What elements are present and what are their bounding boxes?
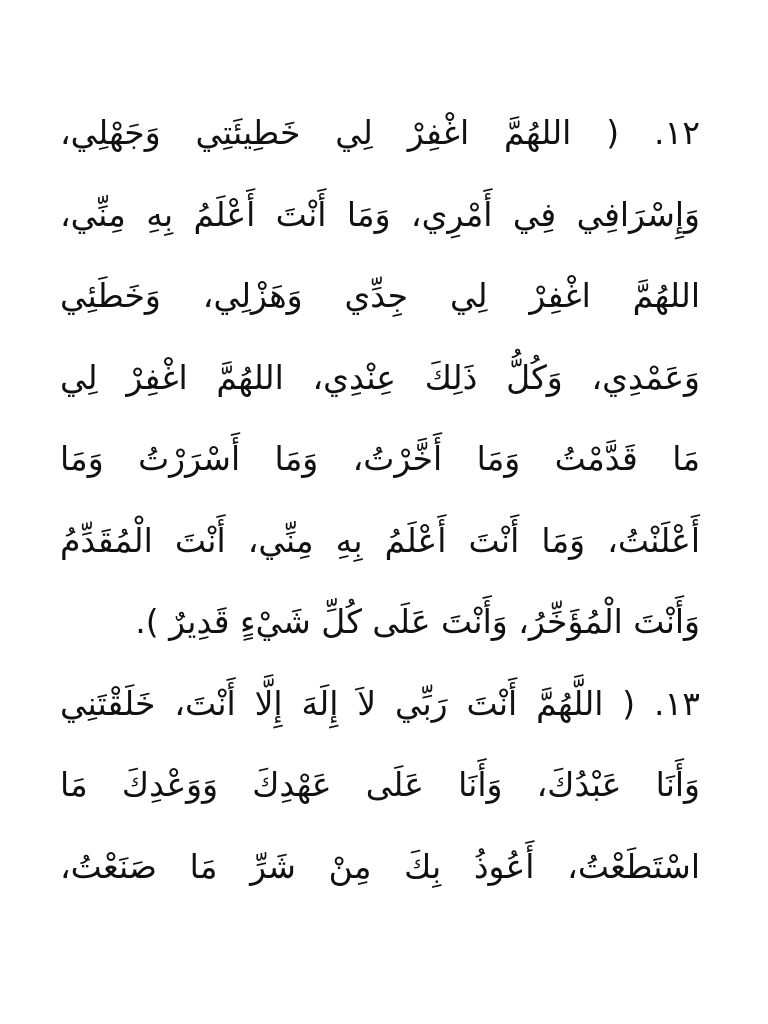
text-line-2: وَإِسْرَافِي فِي أَمْرِي، وَمَا أَنْتَ أَعْلَمُ بِهِ مِنِّي، bbox=[60, 194, 700, 234]
supplication-text bbox=[60, 92, 700, 907]
text-line-9: وَأَنَا عَبْدُكَ، وَأَنَا عَلَى عَهْدِكَ وَوَعْدِكَ مَا bbox=[60, 765, 700, 804]
text-line-10: اسْتَطَعْتُ، أَعُوذُ بِكَ مِنْ شَرِّ مَا صَنَعْتُ، bbox=[60, 846, 700, 886]
text-line-1: ١٢. ( اللهُمَّ اغْفِرْ لِي خَطِيئَتِي وَجَهْلِي، bbox=[60, 113, 700, 152]
text-line-7: وَأَنْتَ الْمُؤَخِّرُ، وَأَنْتَ عَلَى كُلِّ شَيْءٍ قَدِيرٌ ). bbox=[135, 602, 700, 641]
text-line-4: وَعَمْدِي، وَكُلُّ ذَلِكَ عِنْدِي، اللهُمَّ اغْفِرْ لِي bbox=[60, 357, 700, 397]
text-line-5: مَا قَدَّمْتُ وَمَا أَخَّرْتُ، وَمَا أَسْرَرْتُ وَمَا bbox=[60, 439, 700, 478]
text-line-3: اللهُمَّ اغْفِرْ لِي جِدِّي وَهَزْلِي، وَخَطَئِي bbox=[60, 276, 700, 315]
text-line-6: أَعْلَنْتُ، وَمَا أَنْتَ أَعْلَمُ بِهِ مِنِّي، أَنْتَ الْمُقَدِّمُ bbox=[60, 520, 700, 560]
text-line-8: ١٣. ( اللَّهُمَّ أَنْتَ رَبِّي لاَ إِلَهَ إِلَّا أَنْتَ، خَلَقْتَنِي bbox=[60, 683, 700, 723]
